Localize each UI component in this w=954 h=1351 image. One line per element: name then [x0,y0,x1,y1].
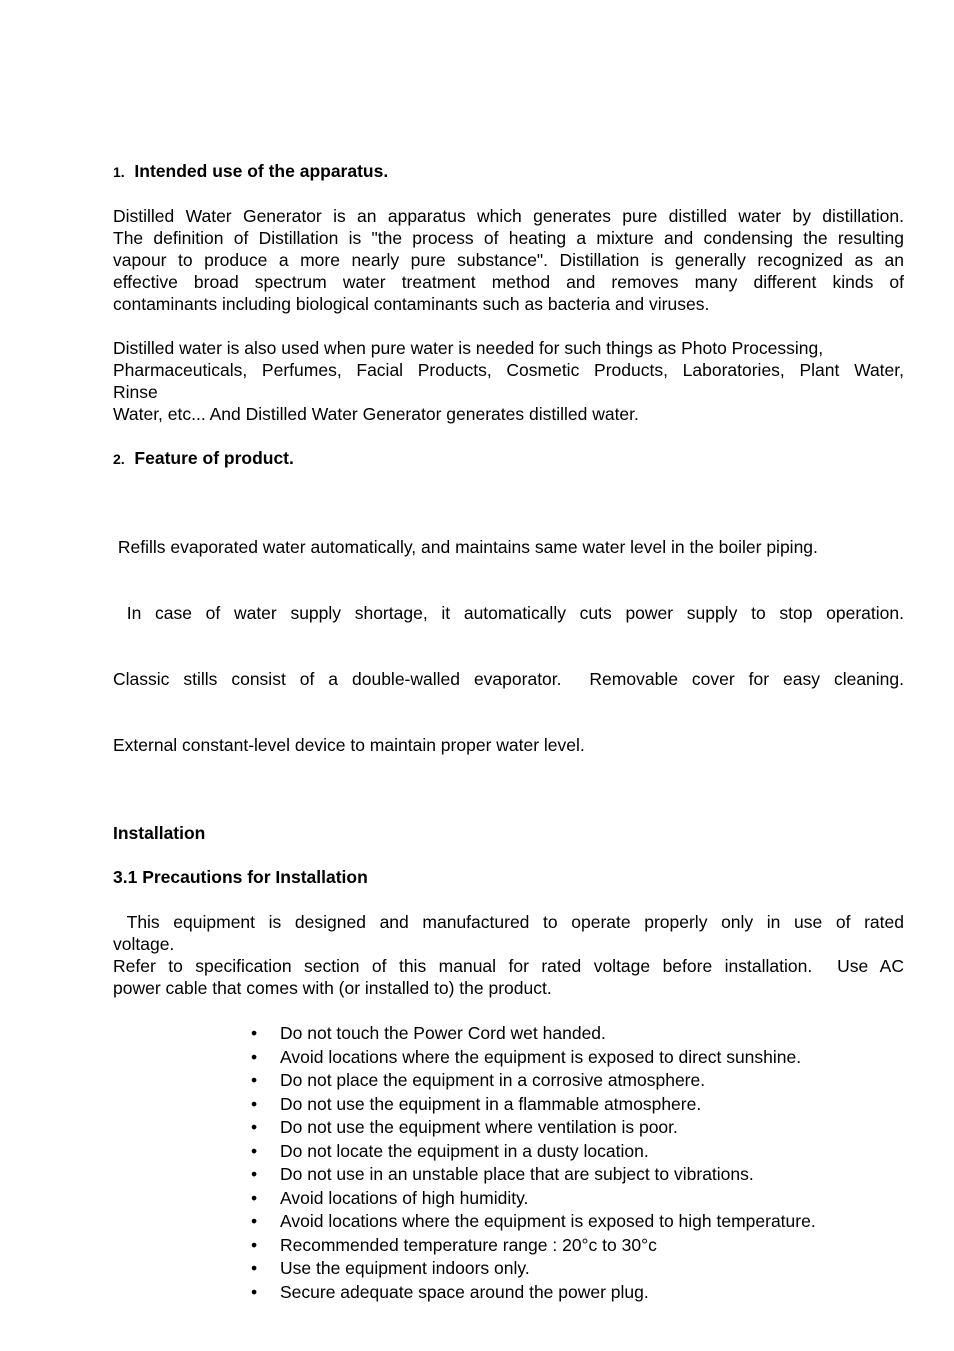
list-item-text: Do not touch the Power Cord wet handed. [280,1023,606,1043]
list-item [251,1116,904,1140]
bullet-icon: • [251,1140,258,1161]
list-item [251,1093,904,1117]
section-2-paragraph [113,492,904,800]
installation-paragraph [113,911,904,999]
list-item [251,1140,904,1164]
installation-heading: Installation [113,823,206,843]
bullet-icon: • [251,1187,258,1208]
list-item [251,1210,904,1234]
text-line: effective broad spectrum water treatment method and removes many different kinds of [113,272,904,292]
list-item-text: Do not locate the equipment in a dusty location. [280,1140,649,1161]
list-item [251,1234,904,1258]
text-line: External constant-level device to maintain proper water level. [113,735,585,755]
bullet-icon: • [251,1023,258,1043]
text-line: Rinse [113,382,158,402]
list-item-text: Do not place the equipment in a corrosive atmosphere. [280,1070,706,1090]
bullet-icon: • [251,1093,258,1114]
list-item-text: Recommended temperature range : 20°c to 30°c [280,1234,657,1255]
bullet-icon: • [251,1234,258,1255]
section-1-paragraph-2 [113,337,904,425]
bullet-icon: • [251,1164,258,1184]
text-line: Distilled Water Generator is an apparatus which generates pure distilled water by distillation. [113,206,904,226]
precautions-list [113,1022,904,1304]
text-line: In case of water supply shortage, it automatically cuts power supply to stop operation. [113,603,904,623]
list-item-text: Avoid locations of high humidity. [280,1187,529,1208]
text-line: This equipment is designed and manufactured to operate properly only in use of rated [113,912,904,932]
text-line: Water, etc... And Distilled Water Generator generates distilled water. [113,404,639,424]
section-1-paragraph-1 [113,205,904,315]
list-item [251,1022,904,1046]
list-item [251,1281,904,1305]
text-line: Refills evaporated water automatically, and maintains same water level in the boiler piping. [113,537,818,557]
bullet-icon: • [251,1281,258,1302]
list-item [251,1069,904,1093]
page-content [113,160,904,1304]
bullet-icon: • [251,1070,258,1090]
list-item-text: Avoid locations where the equipment is exposed to direct sunshine. [280,1046,802,1067]
bullet-icon: • [251,1117,258,1137]
bullet-icon: • [251,1046,258,1067]
bullet-icon: • [251,1211,258,1231]
section-1-heading [113,160,904,183]
list-item-text: Avoid locations where the equipment is exposed to high temperature. [280,1211,816,1231]
precautions-subheading: 3.1 Precautions for Installation [113,867,368,887]
list-item [251,1187,904,1211]
section-1-number: 1. [113,164,125,180]
list-item [251,1163,904,1187]
list-item-text: Do not use the equipment where ventilation is poor. [280,1117,678,1137]
list-item-text: Secure adequate space around the power plug. [280,1281,649,1302]
text-line: vapour to produce a more nearly pure substance". Distillation is generally recognized as an [113,250,904,270]
text-line: Distilled water is also used when pure water is needed for such things as Photo Processing, [113,338,824,358]
list-item-text: Do not use the equipment in a flammable atmosphere. [280,1093,702,1114]
bullet-icon: • [251,1258,258,1278]
section-1-title: Intended use of the apparatus. [134,161,389,181]
text-line: Refer to specification section of this manual for rated voltage before installation. Use AC [113,956,904,976]
text-line: Classic stills consist of a double-walled evaporator. Removable cover for easy cleaning. [113,669,904,689]
list-item [251,1257,904,1281]
list-item-text: Use the equipment indoors only. [280,1258,530,1278]
section-2-number: 2. [113,451,125,467]
text-line: voltage. [113,934,175,954]
list-item [251,1046,904,1070]
text-line: The definition of Distillation is "the process of heating a mixture and condensing the resulting [113,228,904,248]
text-line: Pharmaceuticals, Perfumes, Facial Products, Cosmetic Products, Laboratories, Plant Water, [113,360,904,380]
section-2-heading [113,447,904,470]
text-line: power cable that comes with (or installed to) the product. [113,978,552,998]
section-2-title: Feature of product. [134,448,294,468]
text-line: contaminants including biological contaminants such as bacteria and viruses. [113,294,710,314]
list-item-text: Do not use in an unstable place that are subject to vibrations. [280,1164,754,1184]
